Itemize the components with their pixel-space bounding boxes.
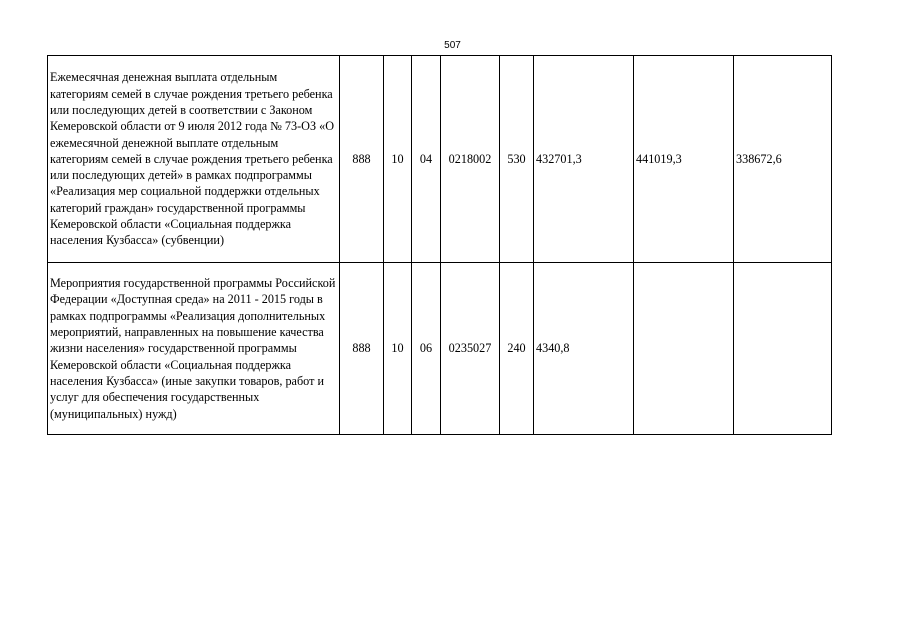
expense-type-code: 240 — [500, 263, 534, 435]
amount-year-1: 432701,3 — [534, 56, 634, 263]
subsection-code: 04 — [412, 56, 441, 263]
page-number: 507 — [444, 40, 461, 51]
row-description: Мероприятия государственной программы Российской Федерации «Доступная среда» на 2011 - 2015 годы в рамках подпрограммы «Реализация дополнительных мероприятий, направленных на повышение качества жизни населения» государственной программы Кемеровской области «Социальная поддержка населения Кузбасса» (иные закупки товаров, работ и услуг для обеспечения государственных (муниципальных) нужд) — [48, 263, 340, 435]
section-code: 10 — [384, 56, 412, 263]
table-row — [48, 263, 832, 435]
target-article-code: 0235027 — [441, 263, 500, 435]
expense-type-code: 530 — [500, 56, 534, 263]
section-code: 10 — [384, 263, 412, 435]
amount-year-3: 338672,6 — [734, 56, 832, 263]
amount-year-2: 441019,3 — [634, 56, 734, 263]
ministry-code: 888 — [340, 56, 384, 263]
table-row — [48, 56, 832, 263]
target-article-code: 0218002 — [441, 56, 500, 263]
row-description: Ежемесячная денежная выплата отдельным категориям семей в случае рождения третьего ребенка или последующих детей в соответствии с Законом Кемеровской области от 9 июля 2012 года № 73-ОЗ «О ежемесячной денежной выплате отдельным категориям семей в случае рождения третьего ребенка или последующих детей» в рамках подпрограммы «Реализация мер социальной поддержки отдельных категорий граждан» государственной программы Кемеровской области «Социальная поддержка населения Кузбасса» (субвенции) — [48, 56, 340, 263]
amount-year-1: 4340,8 — [534, 263, 634, 435]
budget-table — [47, 55, 832, 435]
subsection-code: 06 — [412, 263, 441, 435]
amount-year-3 — [734, 263, 832, 435]
ministry-code: 888 — [340, 263, 384, 435]
amount-year-2 — [634, 263, 734, 435]
